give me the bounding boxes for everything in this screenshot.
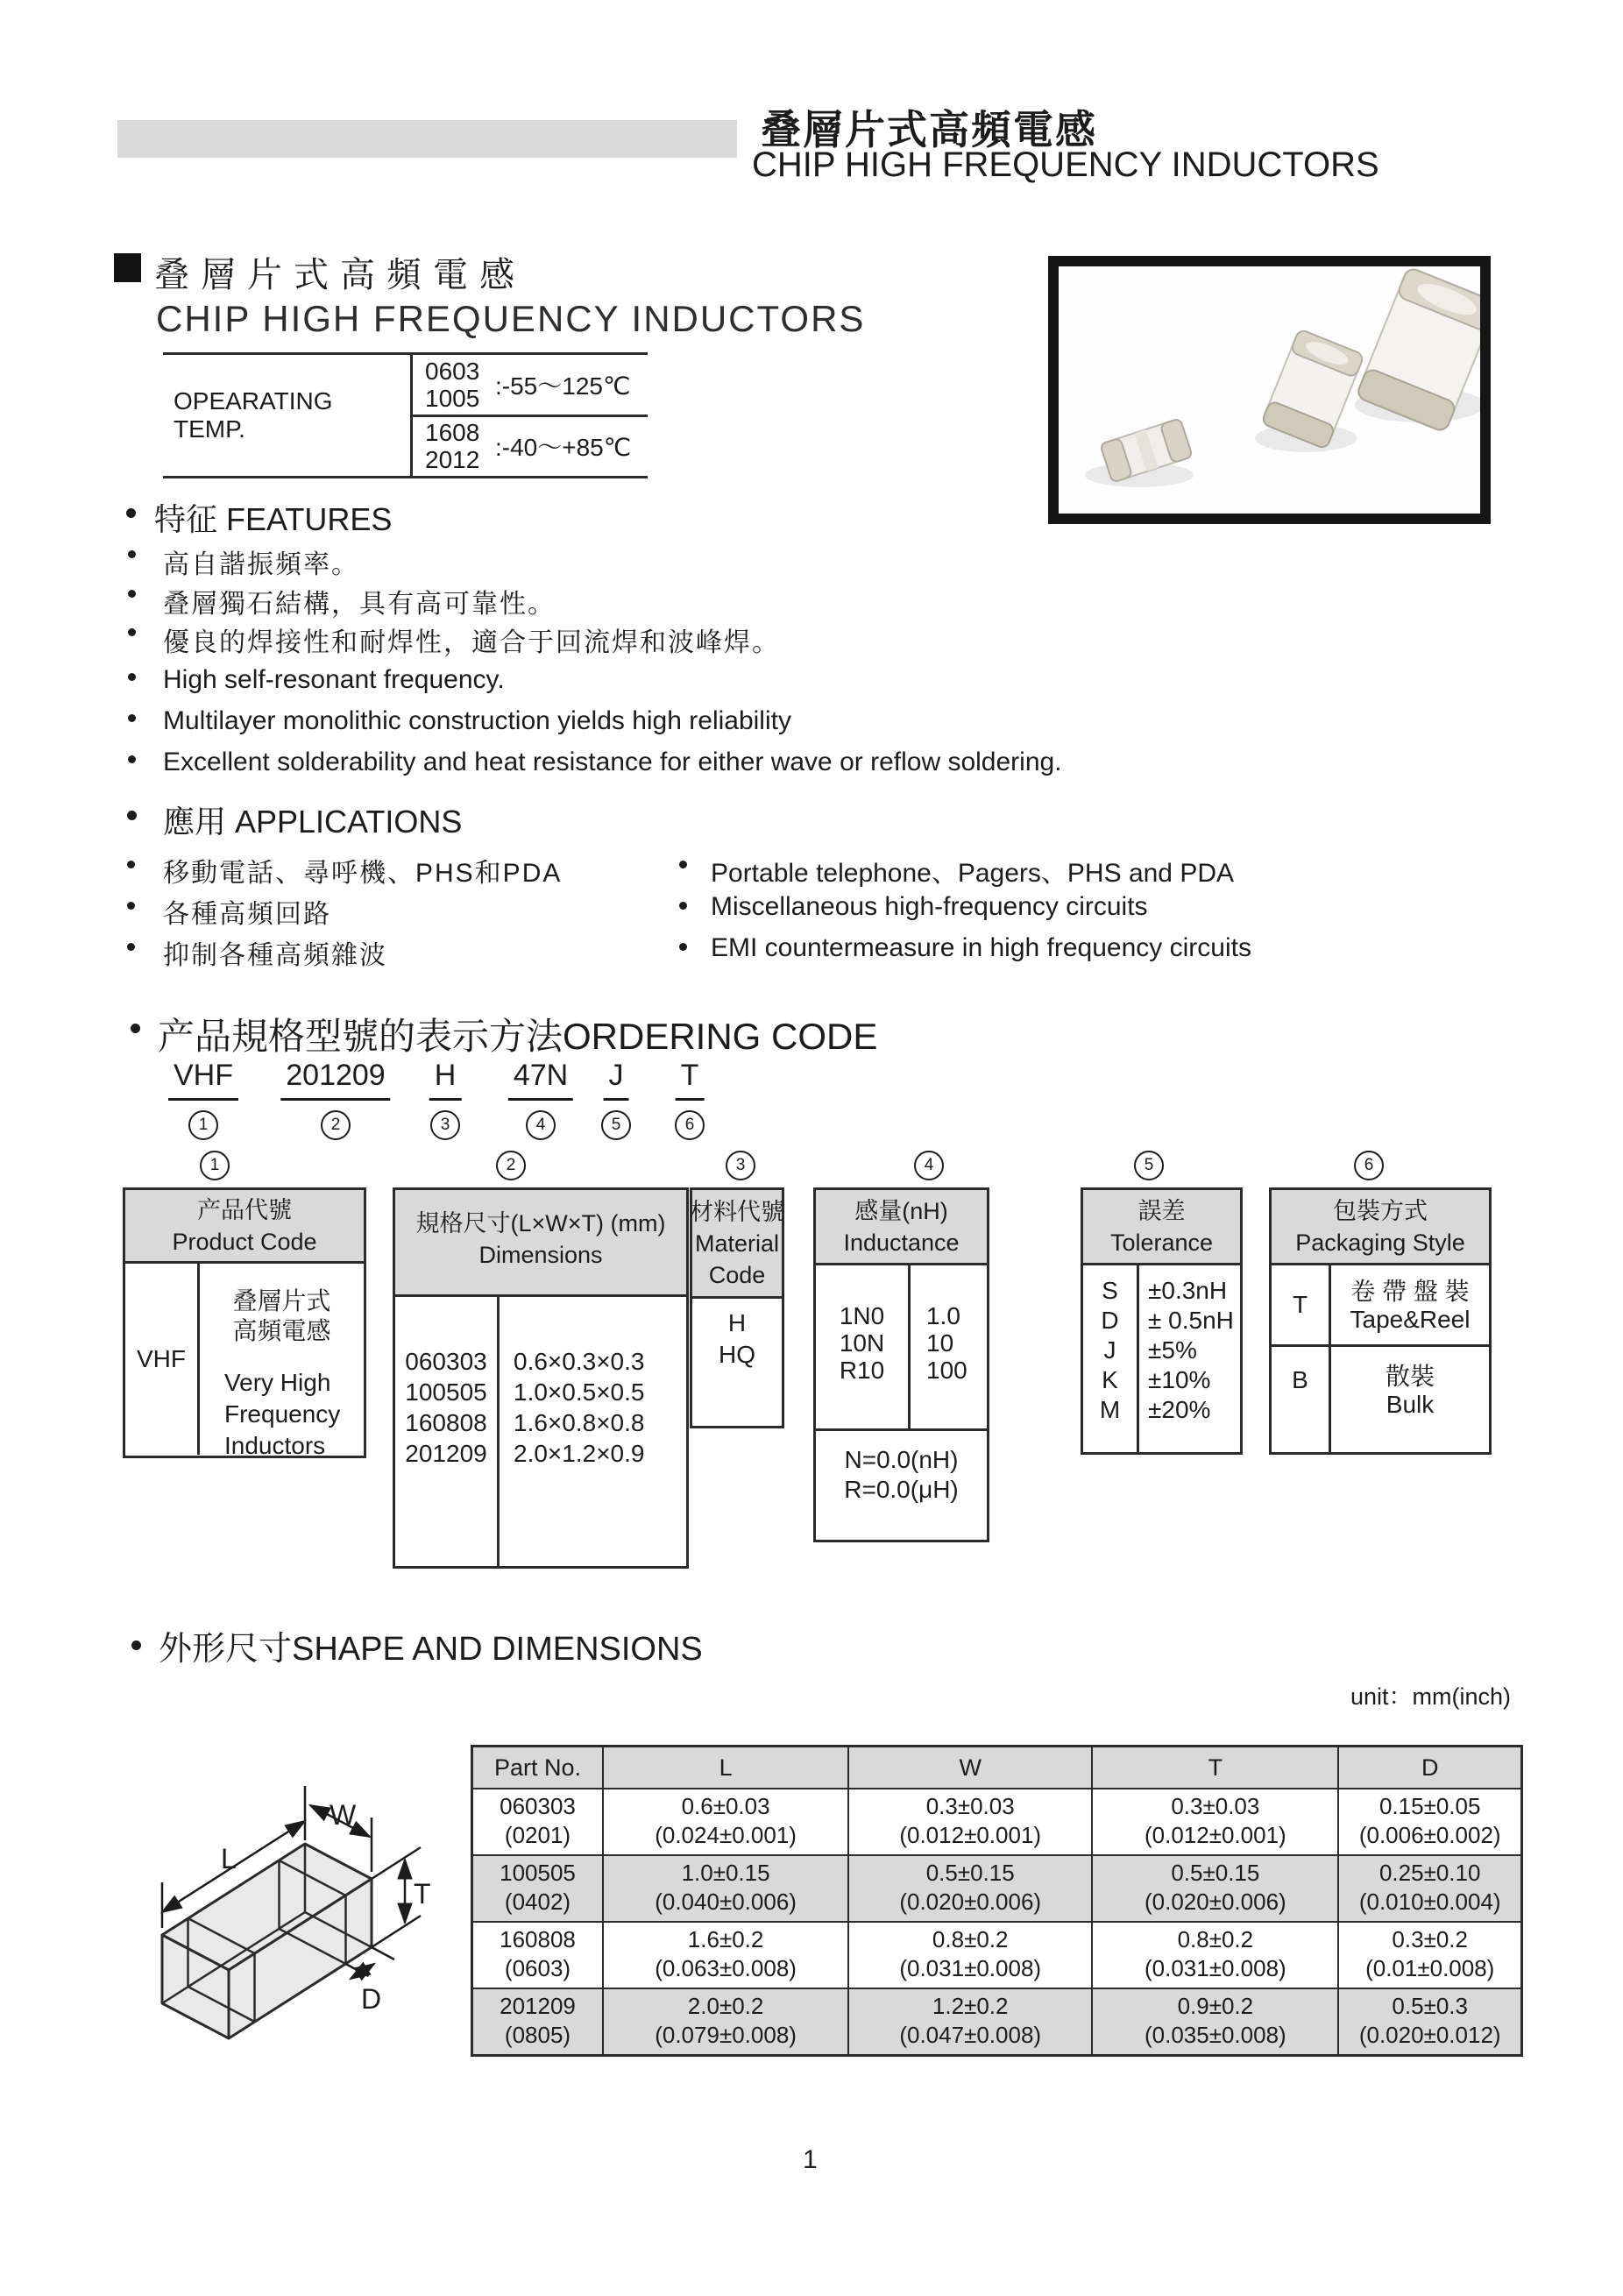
ordering-code-part: 47N [508, 1059, 573, 1101]
dim-mm: 0.5±0.15 [925, 1860, 1015, 1886]
dimension-codes [395, 1297, 500, 1566]
dim-value-cell [1091, 1789, 1337, 1854]
dim-value-cell [1091, 1989, 1337, 2054]
dim-mm: 0.15±0.05 [1378, 1793, 1481, 1819]
temp-range: :-55～125℃ [495, 372, 631, 400]
dimension-values [500, 1297, 686, 1566]
dimension-code: 201209 [405, 1440, 487, 1467]
bullet-icon [127, 861, 135, 868]
dim-value-cell [1091, 1923, 1337, 1988]
circled-number-icon: 1 [188, 1110, 218, 1140]
feature-item: 優良的焊接性和耐焊性，適合于回流焊和波峰焊。 [163, 628, 780, 657]
product-code-header [125, 1190, 364, 1264]
packaging-desc [1331, 1265, 1489, 1344]
ordering-code-part: H [429, 1059, 462, 1101]
operating-temp-values [413, 355, 648, 476]
table-title-cjk: 感量(nH) [854, 1197, 948, 1224]
dim-mm: 2.0±0.2 [687, 1993, 764, 2019]
table-title-en: Product Code [172, 1228, 317, 1255]
tolerance-code: S [1102, 1277, 1118, 1304]
dimension-code: 060303 [405, 1348, 487, 1375]
bullet-icon [128, 714, 136, 722]
bullet-icon [131, 1641, 141, 1650]
temp-size-code: 2012 [425, 446, 480, 474]
ordering-code-part: T [676, 1059, 705, 1101]
dim-value-cell [602, 1789, 847, 1854]
dim-mm: 1.6±0.2 [687, 1926, 764, 1952]
material-codes [692, 1299, 782, 1371]
tolerance-values [1139, 1265, 1240, 1452]
product-code-value: VHF [125, 1264, 200, 1455]
application-item: 移動電話、尋呼機、PHS和PDA [163, 859, 563, 888]
product-code-table [123, 1187, 366, 1458]
dim-mm: 1.2±0.2 [932, 1993, 1009, 2019]
feature-item: High self-resonant frequency. [163, 665, 505, 694]
material-code-table [690, 1187, 784, 1428]
dim-part-cell [473, 1989, 602, 2054]
dimension-code: 100505 [405, 1378, 487, 1406]
inductance-values [911, 1265, 987, 1428]
dimensions-header [395, 1190, 686, 1297]
dim-inch: (0.063±0.008) [655, 1955, 797, 1981]
header-title-cjk: 叠層片式高頻電感 [761, 107, 1097, 152]
packaging-code: B [1272, 1347, 1331, 1452]
packaging-desc-en: Tape&Reel [1350, 1306, 1471, 1333]
dim-value-cell [847, 1923, 1091, 1988]
dim-inch: (0.020±0.012) [1358, 2022, 1501, 2048]
product-desc-line: 高頻電感 [232, 1317, 331, 1344]
bullet-icon [127, 902, 135, 910]
circled-number-icon: 1 [200, 1151, 230, 1180]
feature-item: 高自諧振頻率。 [163, 550, 359, 579]
dim-mm: 0.25±0.10 [1378, 1860, 1481, 1886]
header-gray-bar [117, 120, 737, 158]
inductance-header [816, 1190, 987, 1265]
bullet-icon [679, 902, 687, 910]
dim-table-row [473, 1989, 1520, 2054]
dimension-value: 0.6×0.3×0.3 [514, 1348, 645, 1375]
table-title-en: Dimensions [478, 1242, 603, 1268]
material-code: HQ [719, 1341, 755, 1368]
application-item: EMI countermeasure in high frequency circuits [711, 933, 1251, 962]
page-number: 1 [803, 2145, 818, 2174]
inductance-code: R10 [839, 1357, 885, 1384]
part-size-code: (0201) [504, 1822, 571, 1848]
dim-value-cell [602, 1989, 847, 2054]
section-title-cjk: 叠層片式高頻電感 [154, 256, 526, 294]
table-title-cjk: 材料代號 [690, 1198, 784, 1225]
dim-value-cell [847, 1989, 1091, 2054]
section-square-icon [114, 253, 141, 282]
circled-number-icon: 2 [496, 1151, 526, 1180]
dim-inch: (0.035±0.008) [1144, 2022, 1286, 2048]
temp-range: :-40～+85℃ [495, 434, 632, 462]
dim-value-cell [1091, 1856, 1337, 1921]
inductance-value: 100 [926, 1357, 967, 1384]
diagram-label-w: W [330, 1799, 357, 1831]
tolerance-code: D [1101, 1307, 1119, 1334]
dim-inch: (0.047±0.008) [899, 2022, 1042, 2048]
section-title-en: CHIP HIGH FREQUENCY INDUCTORS [156, 298, 866, 339]
product-desc-line: Very High [224, 1369, 331, 1396]
dim-inch: (0.031±0.008) [1144, 1955, 1286, 1981]
temp-row [413, 417, 648, 477]
dimensions-code-table [393, 1187, 689, 1569]
circled-number-icon: 5 [601, 1110, 631, 1140]
dim-col-header: Part No. [493, 1754, 582, 1781]
dim-inch: (0.024±0.001) [655, 1822, 797, 1848]
dim-col-header: L [602, 1747, 847, 1788]
bullet-icon [127, 811, 137, 820]
inductance-notes [816, 1431, 987, 1505]
packaging-header [1272, 1190, 1489, 1265]
temp-size-codes [413, 358, 495, 412]
ordering-heading: 产品規格型號的表示方法ORDERING CODE [158, 1016, 878, 1057]
dimension-code: 160808 [405, 1409, 487, 1436]
part-size-code: (0402) [504, 1889, 571, 1915]
feature-item: Multilayer monolithic construction yields high reliability [163, 706, 791, 735]
dim-inch: (0.020±0.006) [899, 1889, 1042, 1915]
bullet-icon [128, 673, 136, 681]
chip-photo-illustration [1059, 266, 1480, 514]
operating-temp-table [163, 352, 648, 478]
dim-part-cell [473, 1856, 602, 1921]
circled-number-icon: 5 [1134, 1151, 1164, 1180]
inductance-note: N=0.0(nH) [844, 1446, 959, 1473]
dim-inch: (0.040±0.006) [655, 1889, 797, 1915]
bullet-icon [131, 1024, 140, 1033]
feature-item: Excellent solderability and heat resistance for either wave or reflow soldering. [163, 748, 1062, 776]
dim-value-cell [847, 1856, 1091, 1921]
dimension-value: 1.0×0.5×0.5 [514, 1378, 645, 1406]
table-title-en: Inductance [843, 1229, 960, 1256]
circled-number-icon: 4 [914, 1151, 944, 1180]
dim-mm: 0.8±0.2 [1177, 1926, 1254, 1952]
tolerance-code: J [1103, 1336, 1116, 1364]
product-desc-line: Inductors [224, 1432, 326, 1459]
material-code: H [727, 1309, 747, 1336]
tolerance-table [1081, 1187, 1243, 1455]
unit-label: unit：mm(inch) [1350, 1683, 1512, 1710]
circled-number-icon: 3 [726, 1151, 755, 1180]
circled-number-icon: 4 [526, 1110, 556, 1140]
dim-mm: 0.3±0.2 [1392, 1926, 1468, 1952]
inductance-codes [816, 1265, 911, 1428]
tolerance-code: M [1099, 1396, 1121, 1423]
table-title-en: Code [708, 1261, 766, 1288]
inductance-note: R=0.0(μH) [844, 1476, 959, 1503]
dim-inch: (0.031±0.008) [899, 1955, 1042, 1981]
tolerance-value: ±0.3nH [1148, 1277, 1228, 1304]
packaging-desc-cjk: 卷 帶 盤 裝 [1350, 1278, 1470, 1305]
bullet-icon [127, 943, 135, 951]
dim-part-cell [473, 1923, 602, 1988]
bullet-icon [128, 590, 136, 598]
dim-value-cell [1337, 1989, 1520, 2054]
part-size-code: (0805) [504, 2022, 571, 2048]
dim-col-header: W [847, 1747, 1091, 1788]
dim-table-row [473, 1789, 1520, 1856]
application-item: Portable telephone、Pagers、PHS and PDA [711, 859, 1235, 888]
application-item: Miscellaneous high-frequency circuits [711, 892, 1148, 921]
dim-mm: 1.0±0.15 [681, 1860, 770, 1886]
ordering-code-part: VHF [168, 1059, 238, 1101]
operating-temp-label: OPEARATING TEMP. [163, 355, 413, 476]
diagram-label-d: D [361, 1983, 382, 2015]
dim-inch: (0.006±0.002) [1358, 1822, 1501, 1848]
circled-number-icon: 6 [675, 1110, 705, 1140]
table-title-en: Packaging Style [1295, 1229, 1465, 1256]
temp-row [413, 355, 648, 417]
tolerance-value: ±20% [1148, 1396, 1211, 1423]
temp-size-code: 0603 [425, 357, 480, 385]
product-desc-cjk [200, 1286, 364, 1346]
features-heading: 特征 FEATURES [154, 501, 393, 537]
application-item: 各種高頻回路 [163, 900, 331, 929]
packaging-desc [1331, 1347, 1489, 1452]
packaging-desc-cjk: 散裝 [1385, 1363, 1435, 1390]
shape-dimensions-table [471, 1745, 1523, 2057]
dim-inch: (0.012±0.001) [1144, 1822, 1286, 1848]
packaging-code: T [1272, 1265, 1331, 1344]
dim-mm: 0.3±0.03 [925, 1793, 1015, 1819]
dim-part-cell [473, 1789, 602, 1854]
dim-inch: (0.01±0.008) [1365, 1955, 1495, 1981]
table-title-cjk: 产品代號 [197, 1196, 292, 1223]
temp-size-code: 1005 [425, 384, 480, 412]
table-title-cjk: 包裝方式 [1333, 1197, 1428, 1224]
product-desc-line: 叠層片式 [232, 1287, 331, 1315]
table-title-cjk: 規格尺寸(L×W×T) (mm) [415, 1210, 666, 1237]
dimension-value: 2.0×1.2×0.9 [514, 1440, 645, 1467]
dim-table-row [473, 1923, 1520, 1989]
inductance-value: 10 [926, 1329, 954, 1357]
inductance-value: 1.0 [926, 1302, 960, 1329]
bullet-icon [679, 943, 687, 951]
diagram-label-t: T [414, 1878, 431, 1910]
tolerance-header [1083, 1190, 1240, 1265]
circled-number-icon: 3 [430, 1110, 460, 1140]
product-desc-line: Frequency [224, 1400, 341, 1428]
part-number: 160808 [500, 1926, 576, 1952]
feature-item: 叠層獨石結構，具有高可靠性。 [163, 590, 556, 619]
inductance-table [813, 1187, 989, 1542]
dim-col-header: D [1337, 1747, 1520, 1788]
dim-value-cell [1337, 1789, 1520, 1854]
bullet-icon [126, 508, 136, 518]
ordering-code-part: J [604, 1059, 629, 1101]
applications-heading: 應用 APPLICATIONS [163, 804, 463, 840]
circled-number-icon: 6 [1354, 1151, 1384, 1180]
part-number: 201209 [500, 1993, 576, 2019]
product-desc-en [200, 1367, 364, 1462]
dim-value-cell [602, 1923, 847, 1988]
table-title-cjk: 誤差 [1138, 1197, 1186, 1224]
part-size-code: (0603) [504, 1955, 571, 1981]
ordering-code-part: 201209 [280, 1059, 390, 1101]
tolerance-value: ±5% [1148, 1336, 1197, 1364]
dim-table-row [473, 1856, 1520, 1923]
shape-heading: 外形尺寸SHAPE AND DIMENSIONS [159, 1631, 703, 1668]
diagram-label-l: L [221, 1843, 237, 1874]
dimension-value: 1.6×0.8×0.8 [514, 1409, 645, 1436]
tolerance-value: ± 0.5nH [1148, 1307, 1234, 1334]
dim-inch: (0.010±0.004) [1358, 1889, 1501, 1915]
tolerance-value: ±10% [1148, 1366, 1211, 1393]
dim-value-cell [847, 1789, 1091, 1854]
header-title-en: CHIP HIGH FREQUENCY INDUCTORS [752, 145, 1379, 184]
dim-mm: 0.8±0.2 [932, 1926, 1009, 1952]
dim-inch: (0.079±0.008) [655, 2022, 797, 2048]
part-number: 060303 [500, 1793, 576, 1819]
dim-table-header-row [473, 1747, 1520, 1789]
table-title-en: Material [694, 1229, 780, 1257]
dim-value-cell [1337, 1856, 1520, 1921]
bullet-icon [128, 628, 136, 636]
table-title-en: Tolerance [1109, 1229, 1214, 1256]
part-number: 100505 [500, 1860, 576, 1886]
temp-size-code: 1608 [425, 419, 480, 447]
bullet-icon [679, 861, 687, 868]
inductance-code: 10N [839, 1329, 885, 1357]
dim-mm: 0.6±0.03 [681, 1793, 770, 1819]
temp-size-codes [413, 419, 495, 473]
product-photo [1048, 256, 1491, 524]
bullet-icon [128, 755, 136, 763]
circled-number-icon: 2 [321, 1110, 351, 1140]
dim-value-cell [602, 1856, 847, 1921]
dim-mm: 0.5±0.15 [1171, 1860, 1260, 1886]
dim-mm: 0.5±0.3 [1392, 1993, 1468, 2019]
application-item: 抑制各種高頻雜波 [163, 941, 387, 970]
dim-inch: (0.012±0.001) [899, 1822, 1042, 1848]
bullet-icon [128, 550, 136, 558]
dim-mm: 0.3±0.03 [1171, 1793, 1260, 1819]
tolerance-code: K [1102, 1366, 1118, 1393]
packaging-desc-en: Bulk [1386, 1391, 1435, 1418]
dim-col-header: T [1091, 1747, 1337, 1788]
dim-value-cell [1337, 1923, 1520, 1988]
dim-mm: 0.9±0.2 [1177, 1993, 1254, 2019]
chip-dimension-diagram [131, 1779, 517, 2068]
tolerance-codes [1083, 1265, 1139, 1452]
dim-inch: (0.020±0.006) [1144, 1889, 1286, 1915]
packaging-table [1269, 1187, 1492, 1455]
inductance-code: 1N0 [839, 1302, 885, 1329]
material-header [692, 1190, 782, 1299]
